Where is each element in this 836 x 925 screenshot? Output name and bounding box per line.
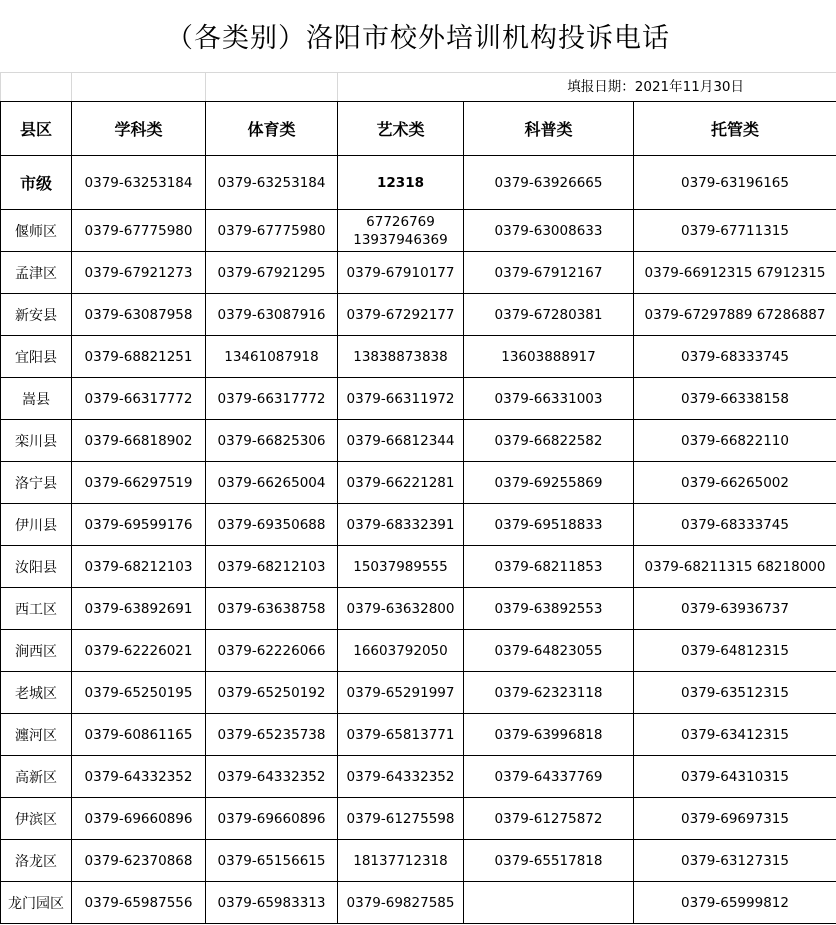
science-phone <box>464 882 634 924</box>
header-arts: 艺术类 <box>338 102 464 156</box>
science-phone: 0379-64823055 <box>464 630 634 672</box>
childcare-phone: 0379-66912315 67912315 <box>634 252 836 294</box>
table-row <box>1 714 836 756</box>
sports-phone: 0379-66265004 <box>206 462 338 504</box>
complaint-phone-table <box>0 72 836 924</box>
arts-phone: 0379-67910177 <box>338 252 464 294</box>
sports-phone: 0379-63638758 <box>206 588 338 630</box>
academic-phone: 0379-63892691 <box>72 588 206 630</box>
childcare-phone: 0379-68333745 <box>634 504 836 546</box>
sports-phone: 0379-65250192 <box>206 672 338 714</box>
table-row <box>1 420 836 462</box>
county: 洛宁县 <box>1 462 72 504</box>
county: 高新区 <box>1 756 72 798</box>
county: 嵩县 <box>1 378 72 420</box>
county: 伊滨区 <box>1 798 72 840</box>
sports-phone: 0379-68212103 <box>206 546 338 588</box>
county: 宜阳县 <box>1 336 72 378</box>
science-phone: 0379-66822582 <box>464 420 634 462</box>
arts-phone: 18137712318 <box>338 840 464 882</box>
arts-phone <box>338 210 464 252</box>
report-date: 填报日期：2021年11月30日 <box>338 73 836 102</box>
arts-phone: 0379-63632800 <box>338 588 464 630</box>
childcare-phone: 0379-66338158 <box>634 378 836 420</box>
table-row <box>1 252 836 294</box>
arts-phone: 0379-64332352 <box>338 756 464 798</box>
science-phone: 0379-67280381 <box>464 294 634 336</box>
sports-phone: 0379-64332352 <box>206 756 338 798</box>
county: 栾川县 <box>1 420 72 462</box>
childcare-phone: 0379-64812315 <box>634 630 836 672</box>
academic-phone: 0379-66818902 <box>72 420 206 462</box>
table-row <box>1 504 836 546</box>
academic-phone: 0379-67775980 <box>72 210 206 252</box>
sports-phone: 0379-69660896 <box>206 798 338 840</box>
county: 孟津区 <box>1 252 72 294</box>
sports-phone: 0379-62226066 <box>206 630 338 672</box>
sports-phone: 0379-63087916 <box>206 294 338 336</box>
childcare-phone: 0379-66822110 <box>634 420 836 462</box>
arts-phone: 16603792050 <box>338 630 464 672</box>
academic-phone: 0379-64332352 <box>72 756 206 798</box>
academic-phone: 0379-62226021 <box>72 630 206 672</box>
science-phone: 0379-69518833 <box>464 504 634 546</box>
county: 涧西区 <box>1 630 72 672</box>
header-science: 科普类 <box>464 102 634 156</box>
page-title: （各类别）洛阳市校外培训机构投诉电话 <box>166 23 670 54</box>
county: 新安县 <box>1 294 72 336</box>
science-phone: 0379-63926665 <box>464 156 634 210</box>
county: 汝阳县 <box>1 546 72 588</box>
science-phone: 0379-64337769 <box>464 756 634 798</box>
academic-phone: 0379-67921273 <box>72 252 206 294</box>
arts-phone: 0379-66221281 <box>338 462 464 504</box>
academic-phone: 0379-60861165 <box>72 714 206 756</box>
childcare-phone: 0379-68333745 <box>634 336 836 378</box>
table-row <box>1 156 836 210</box>
childcare-phone: 0379-69697315 <box>634 798 836 840</box>
science-phone: 0379-63008633 <box>464 210 634 252</box>
county: 瀍河区 <box>1 714 72 756</box>
county: 洛龙区 <box>1 840 72 882</box>
sports-phone: 0379-69350688 <box>206 504 338 546</box>
academic-phone: 0379-69660896 <box>72 798 206 840</box>
arts-phone: 0379-69827585 <box>338 882 464 924</box>
academic-phone: 0379-68821251 <box>72 336 206 378</box>
science-phone: 0379-68211853 <box>464 546 634 588</box>
table-row <box>1 882 836 924</box>
table-row <box>1 672 836 714</box>
sports-phone: 13461087918 <box>206 336 338 378</box>
table-row <box>1 630 836 672</box>
county: 市级 <box>1 156 72 210</box>
academic-phone: 0379-63087958 <box>72 294 206 336</box>
science-phone: 0379-65517818 <box>464 840 634 882</box>
sports-phone: 0379-66317772 <box>206 378 338 420</box>
county: 龙门园区 <box>1 882 72 924</box>
childcare-phone: 0379-63512315 <box>634 672 836 714</box>
table-row <box>1 294 836 336</box>
table-row <box>1 756 836 798</box>
sports-phone: 0379-67775980 <box>206 210 338 252</box>
arts-phone: 13838873838 <box>338 336 464 378</box>
table-row <box>1 378 836 420</box>
header-academic: 学科类 <box>72 102 206 156</box>
table-row <box>1 546 836 588</box>
arts-phone: 0379-66812344 <box>338 420 464 462</box>
arts-phone: 0379-66311972 <box>338 378 464 420</box>
childcare-phone: 0379-63936737 <box>634 588 836 630</box>
science-phone: 0379-67912167 <box>464 252 634 294</box>
childcare-phone: 0379-67297889 67286887 <box>634 294 836 336</box>
county: 西工区 <box>1 588 72 630</box>
childcare-phone: 0379-67711315 <box>634 210 836 252</box>
science-phone: 0379-63892553 <box>464 588 634 630</box>
childcare-phone: 0379-66265002 <box>634 462 836 504</box>
childcare-phone: 0379-65999812 <box>634 882 836 924</box>
arts-phone: 12318 <box>338 156 464 210</box>
report-date-row <box>1 73 836 102</box>
sports-phone: 0379-66825306 <box>206 420 338 462</box>
childcare-phone: 0379-63412315 <box>634 714 836 756</box>
table-row <box>1 840 836 882</box>
science-phone: 13603888917 <box>464 336 634 378</box>
academic-phone: 0379-66317772 <box>72 378 206 420</box>
childcare-phone: 0379-68211315 68218000 <box>634 546 836 588</box>
arts-phone: 0379-65813771 <box>338 714 464 756</box>
table-row <box>1 798 836 840</box>
academic-phone: 0379-62370868 <box>72 840 206 882</box>
sports-phone: 0379-67921295 <box>206 252 338 294</box>
childcare-phone: 0379-64310315 <box>634 756 836 798</box>
science-phone: 0379-62323118 <box>464 672 634 714</box>
academic-phone: 0379-63253184 <box>72 156 206 210</box>
science-phone: 0379-69255869 <box>464 462 634 504</box>
sports-phone: 0379-65156615 <box>206 840 338 882</box>
sports-phone: 0379-65983313 <box>206 882 338 924</box>
header-childcare: 托管类 <box>634 102 836 156</box>
science-phone: 0379-61275872 <box>464 798 634 840</box>
academic-phone: 0379-65250195 <box>72 672 206 714</box>
science-phone: 0379-66331003 <box>464 378 634 420</box>
phone-line: 13937946369 <box>353 231 448 248</box>
header-sports: 体育类 <box>206 102 338 156</box>
arts-phone: 0379-67292177 <box>338 294 464 336</box>
county: 偃师区 <box>1 210 72 252</box>
childcare-phone: 0379-63196165 <box>634 156 836 210</box>
table-row <box>1 210 836 252</box>
header-county: 县区 <box>1 102 72 156</box>
table-row <box>1 588 836 630</box>
sports-phone: 0379-65235738 <box>206 714 338 756</box>
arts-phone: 0379-61275598 <box>338 798 464 840</box>
academic-phone: 0379-65987556 <box>72 882 206 924</box>
sports-phone: 0379-63253184 <box>206 156 338 210</box>
arts-phone: 15037989555 <box>338 546 464 588</box>
arts-phone: 0379-65291997 <box>338 672 464 714</box>
county: 老城区 <box>1 672 72 714</box>
arts-phone: 0379-68332391 <box>338 504 464 546</box>
table-header-row <box>1 102 836 156</box>
county: 伊川县 <box>1 504 72 546</box>
table-row <box>1 462 836 504</box>
table-row <box>1 336 836 378</box>
academic-phone: 0379-69599176 <box>72 504 206 546</box>
phone-line: 67726769 <box>366 213 435 230</box>
childcare-phone: 0379-63127315 <box>634 840 836 882</box>
science-phone: 0379-63996818 <box>464 714 634 756</box>
academic-phone: 0379-68212103 <box>72 546 206 588</box>
academic-phone: 0379-66297519 <box>72 462 206 504</box>
